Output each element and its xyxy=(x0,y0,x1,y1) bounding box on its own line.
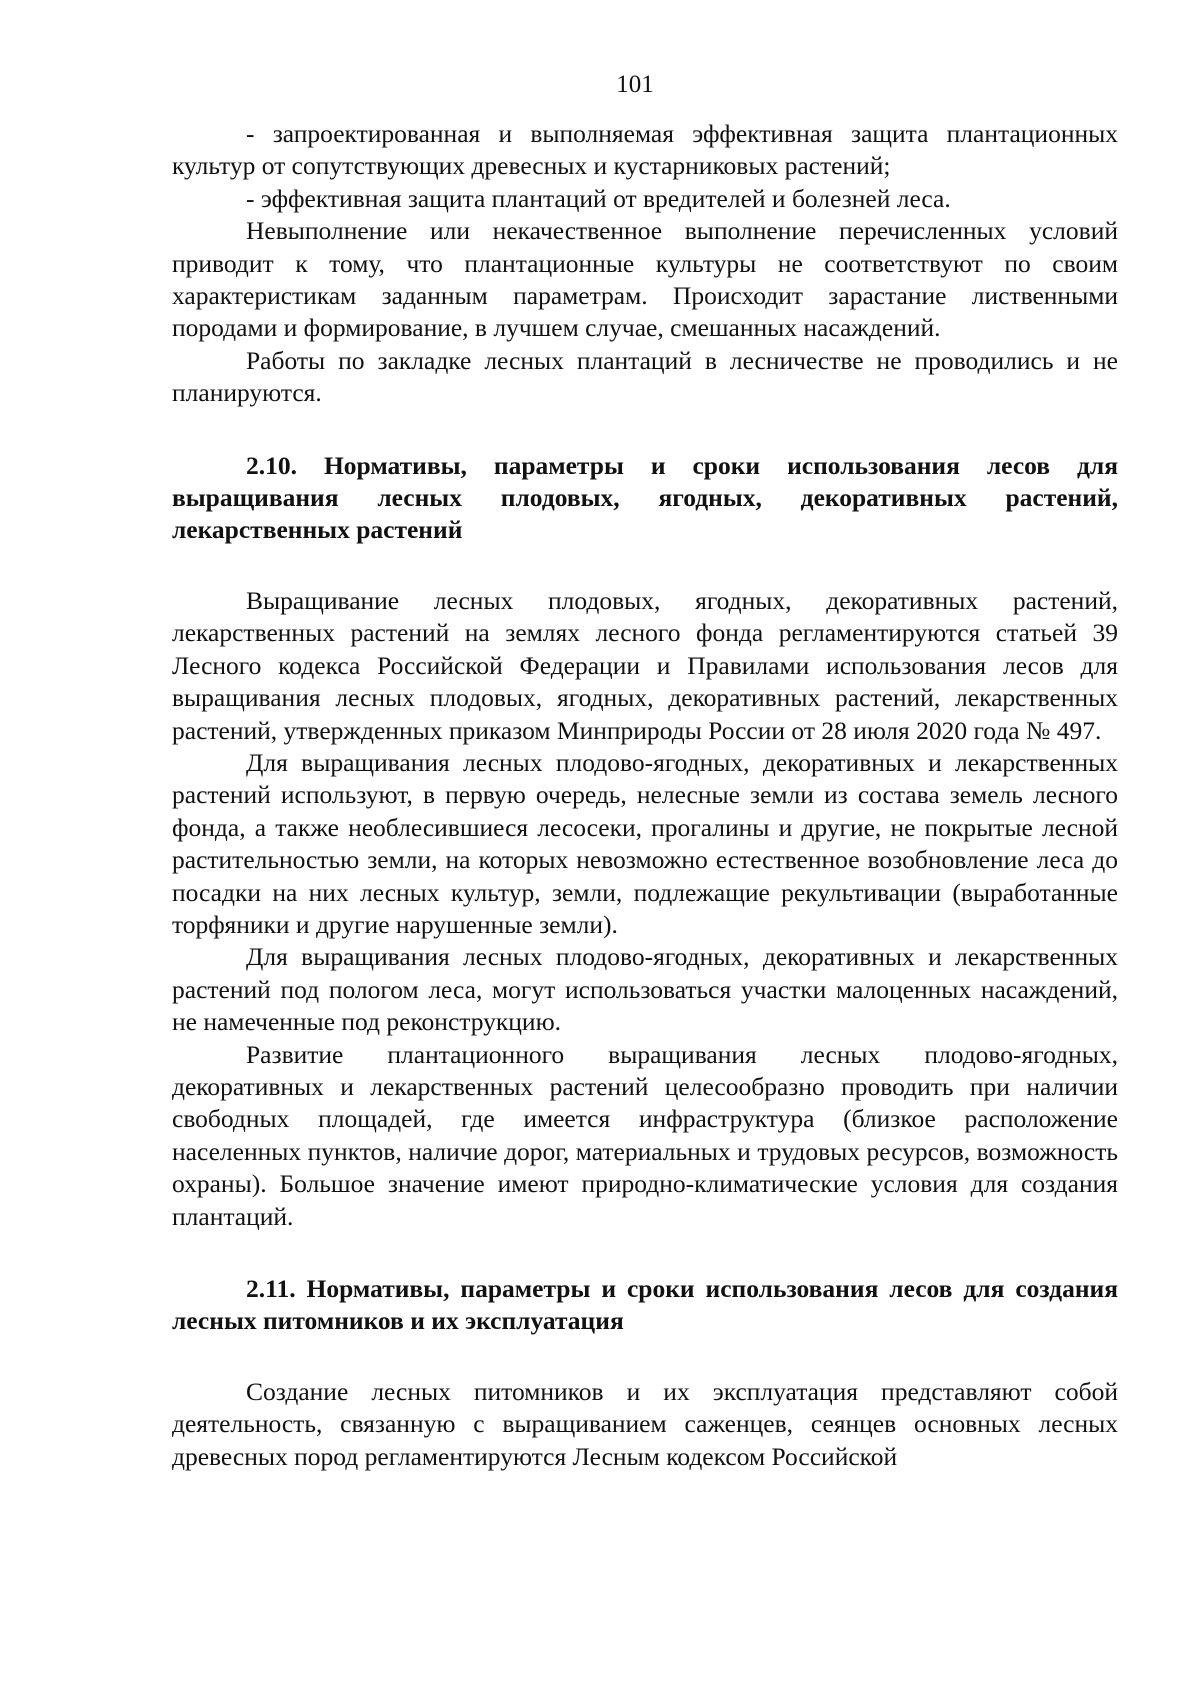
spacer xyxy=(172,547,1118,585)
paragraph-2-10-development: Развитие плантационного выращивания лесных плодово-ягодных, декоративных и лекарственных растений целесообразно проводить при наличии свободных площадей, где имеется инфраструктура (близкое расположение населенных пунктов, наличие дорог, материальных и трудовых ресурсов, возможность охраны). Большое значение имеют природно-климатические условия для создания плантаций. xyxy=(172,1039,1118,1231)
paragraph-2-10-canopy: Для выращивания лесных плодово-ягодных, декоративных и лекарственных растений под пологом леса, могут использоваться участки малоценных насаждений, не намеченные под реконструкцию. xyxy=(172,942,1118,1037)
paragraph-plantation-works: Работы по закладке лесных плантаций в лесничестве не проводились и не планируются. xyxy=(172,345,1118,408)
page-number: 101 xyxy=(616,71,654,98)
paragraph-2-10-lands: Для выращивания лесных плодово-ягодных, декоративных и лекарственных растений используют, в первую очередь, нелесные земли из состава земель лесного фонда, а также необлесившиеся лесосеки, прогалины и другие, не покрытые лесной растительностью земли, на которых невозможно естественное возобновление леса до посадки на них лесных культур, земли, подлежащие рекультивации (выработанные торфяники и другие нарушенные земли). xyxy=(172,747,1118,939)
list-item-plantation-protection: - запроектированная и выполняемая эффективная защита плантационных культур от сопутствующих древесных и кустарниковых растений; xyxy=(172,119,1118,181)
list-item-pest-protection: - эффективная защита плантаций от вредителей и болезней леса. xyxy=(246,183,951,213)
section-heading-2-10: 2.10. Нормативы, параметры и сроки использования лесов для выращивания лесных плодовых, ягодных, декоративных растений, лекарственных растений xyxy=(172,450,1118,545)
spacer xyxy=(172,1338,1118,1376)
paragraph-2-10-regulation: Выращивание лесных плодовых, ягодных, декоративных растений, лекарственных растений на землях лесного фонда регламентируются статьей 39 Лесного кодекса Российской Федерации и Правилами использования лесов для выращивания лесных плодовых, ягодных, декоративных растений, лекарственных растений, утвержденных приказом Минприроды России от 28 июля 2020 года № 497. xyxy=(172,585,1118,745)
page-content xyxy=(172,118,1118,1473)
paragraph-non-compliance: Невыполнение или некачественное выполнение перечисленных условий приводит к тому, что плантационные культуры не соответствуют по своим характеристикам заданным параметрам. Происходит зарастание лиственными породами и формирование, в лучшем случае, смешанных насаждений. xyxy=(172,216,1118,343)
spacer xyxy=(172,410,1118,450)
paragraph-2-11-nurseries: Создание лесных питомников и их эксплуатация представляют собой деятельность, связанную с выращиванием саженцев, сеянцев основных лесных древесных пород регламентируются Лесным кодексом Российской xyxy=(172,1376,1118,1471)
section-heading-2-11: 2.11. Нормативы, параметры и сроки использования лесов для создания лесных питомников и их эксплуатация xyxy=(172,1274,1118,1336)
spacer xyxy=(172,1233,1118,1273)
